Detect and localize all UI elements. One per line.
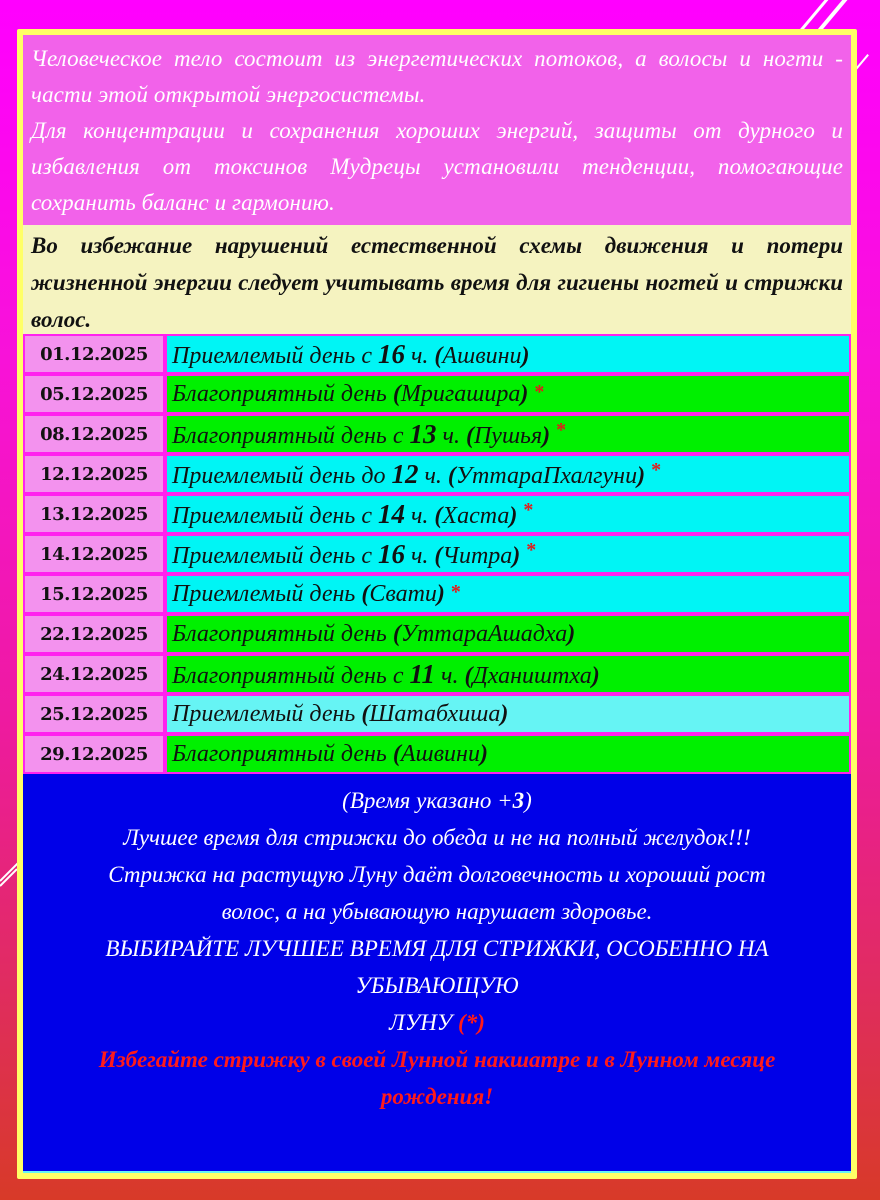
warning-text: Во избежание нарушений естественной схемы движения и потери жизненной энергии следует учитывать время для гигиены ногтей и стрижки волос.	[31, 233, 843, 332]
schedule-row	[23, 414, 851, 454]
schedule-row	[23, 334, 851, 374]
waning-moon-asterisk: *	[526, 538, 537, 561]
day-description-cell: Приемлемый день с 16 ч. (Ашвини)	[165, 334, 851, 374]
hour-unit: ч.	[442, 422, 460, 449]
nakshatra-name: Ашвини	[400, 740, 480, 767]
date-cell: 22.12.2025	[23, 614, 165, 654]
nakshatra-name: Шатабхиша	[369, 700, 501, 727]
day-type: Приемлемый день	[172, 542, 356, 569]
day-description-cell: Приемлемый день (Свати) *	[165, 574, 851, 614]
day-description-cell: Благоприятный день с 11 ч. (Дхаништха)	[165, 654, 851, 694]
moon-note-line-2: волос, а на убывающую нарушает здоровье.	[221, 899, 653, 924]
day-description-cell: Благоприятный день (Мригашира) *	[165, 374, 851, 414]
day-type: Благоприятный день	[172, 662, 387, 689]
day-description-cell: Приемлемый день (Шатабхиша)	[165, 694, 851, 734]
choose-time-line-1: ВЫБИРАЙТЕ ЛУЧШЕЕ ВРЕМЯ ДЛЯ СТРИЖКИ, ОСОБЕННО НА УБЫВАЮЩУЮ	[105, 936, 769, 998]
day-description-cell: Благоприятный день с 13 ч. (Пушья) *	[165, 414, 851, 454]
choose-time-line-2: ЛУНУ (*)	[389, 1010, 485, 1035]
intro-paragraph-1: Человеческое тело состоит из энергетических потоков, а волосы и ногти - части этой открытой энергосистемы.	[31, 46, 843, 107]
hour-unit: ч.	[424, 462, 442, 489]
hour-value: 13	[409, 418, 437, 449]
day-type: Приемлемый день	[172, 700, 356, 727]
hour-unit: ч.	[441, 662, 459, 689]
date-cell: 29.12.2025	[23, 734, 165, 774]
time-preposition: с	[361, 342, 372, 369]
poster-content	[23, 35, 851, 1173]
schedule-row	[23, 654, 851, 694]
waning-moon-asterisk: *	[534, 380, 545, 403]
asterisk-mark: (*)	[458, 1010, 485, 1035]
nakshatra-name: Свати	[369, 580, 437, 607]
best-time-note: Лучшее время для стрижки до обеда и не на полный желудок!!!	[123, 825, 751, 850]
day-description-cell: Приемлемый день до 12 ч. (УттараПхалгуни) *	[165, 454, 851, 494]
date-cell: 13.12.2025	[23, 494, 165, 534]
nakshatra-name: УттараАшадха	[400, 620, 568, 647]
day-description-cell: Благоприятный день (Ашвини)	[165, 734, 851, 774]
schedule-row	[23, 454, 851, 494]
date-cell: 14.12.2025	[23, 534, 165, 574]
hour-value: 12	[391, 458, 419, 489]
time-preposition: до	[361, 462, 386, 489]
schedule-row	[23, 614, 851, 654]
waning-moon-asterisk: *	[450, 580, 461, 603]
warning-section	[23, 225, 851, 334]
date-cell: 15.12.2025	[23, 574, 165, 614]
day-type: Приемлемый день	[172, 342, 356, 369]
hour-value: 11	[409, 658, 436, 689]
waning-moon-asterisk: *	[556, 418, 567, 441]
intro-section	[23, 35, 851, 225]
schedule-row	[23, 374, 851, 414]
hour-value: 16	[377, 338, 405, 369]
day-type: Благоприятный день	[172, 380, 387, 407]
footer-notes	[23, 774, 851, 1173]
nakshatra-name: Мригашира	[400, 380, 521, 407]
hour-unit: ч.	[410, 542, 429, 569]
schedule-table	[23, 334, 851, 774]
nakshatra-name: Дхаништха	[472, 662, 592, 689]
day-type: Приемлемый день	[172, 580, 356, 607]
hour-value: 14	[377, 498, 405, 529]
time-preposition: с	[392, 422, 404, 449]
timezone-note: (Время указано +3)	[342, 788, 532, 813]
avoid-note-line-1: Избегайте стрижку в своей Лунной накшатре и в Лунном месяце	[98, 1047, 776, 1072]
nakshatra-name: Читра	[442, 542, 513, 569]
poster-frame	[17, 29, 857, 1179]
time-preposition: с	[392, 662, 404, 689]
date-cell: 05.12.2025	[23, 374, 165, 414]
date-cell: 08.12.2025	[23, 414, 165, 454]
day-description-cell: Приемлемый день с 14 ч. (Хаста) *	[165, 494, 851, 534]
nakshatra-name: Хаста	[442, 502, 510, 529]
intro-paragraph-2: Для концентрации и сохранения хороших энергий, защиты от дурного и избавления от токсинов Мудрецы установили тенденции, помогающие сохранить баланс и гармонию.	[31, 118, 843, 215]
date-cell: 12.12.2025	[23, 454, 165, 494]
hour-value: 16	[377, 538, 405, 569]
day-type: Благоприятный день	[172, 620, 387, 647]
day-description-cell: Приемлемый день с 16 ч. (Читра) *	[165, 534, 851, 574]
hour-unit: ч.	[410, 342, 429, 369]
moon-note-line-1: Стрижка на растущую Луну даёт долговечность и хороший рост	[108, 862, 766, 887]
avoid-note-line-2: рождения!	[380, 1084, 494, 1109]
day-type: Благоприятный день	[172, 422, 387, 449]
waning-moon-asterisk: *	[651, 458, 662, 481]
day-type: Благоприятный день	[172, 740, 387, 767]
schedule-row	[23, 534, 851, 574]
time-preposition: с	[361, 542, 372, 569]
time-preposition: с	[361, 502, 372, 529]
schedule-row	[23, 694, 851, 734]
nakshatra-name: Ашвини	[442, 342, 522, 369]
date-cell: 24.12.2025	[23, 654, 165, 694]
date-cell: 25.12.2025	[23, 694, 165, 734]
nakshatra-name: УттараПхалгуни	[455, 462, 638, 489]
waning-moon-asterisk: *	[523, 498, 534, 521]
hour-unit: ч.	[410, 502, 429, 529]
nakshatra-name: Пушья	[473, 422, 543, 449]
schedule-row	[23, 734, 851, 774]
day-type: Приемлемый день	[172, 502, 356, 529]
day-description-cell: Благоприятный день (УттараАшадха)	[165, 614, 851, 654]
day-type: Приемлемый день	[172, 462, 356, 489]
date-cell: 01.12.2025	[23, 334, 165, 374]
schedule-row	[23, 494, 851, 534]
schedule-row	[23, 574, 851, 614]
